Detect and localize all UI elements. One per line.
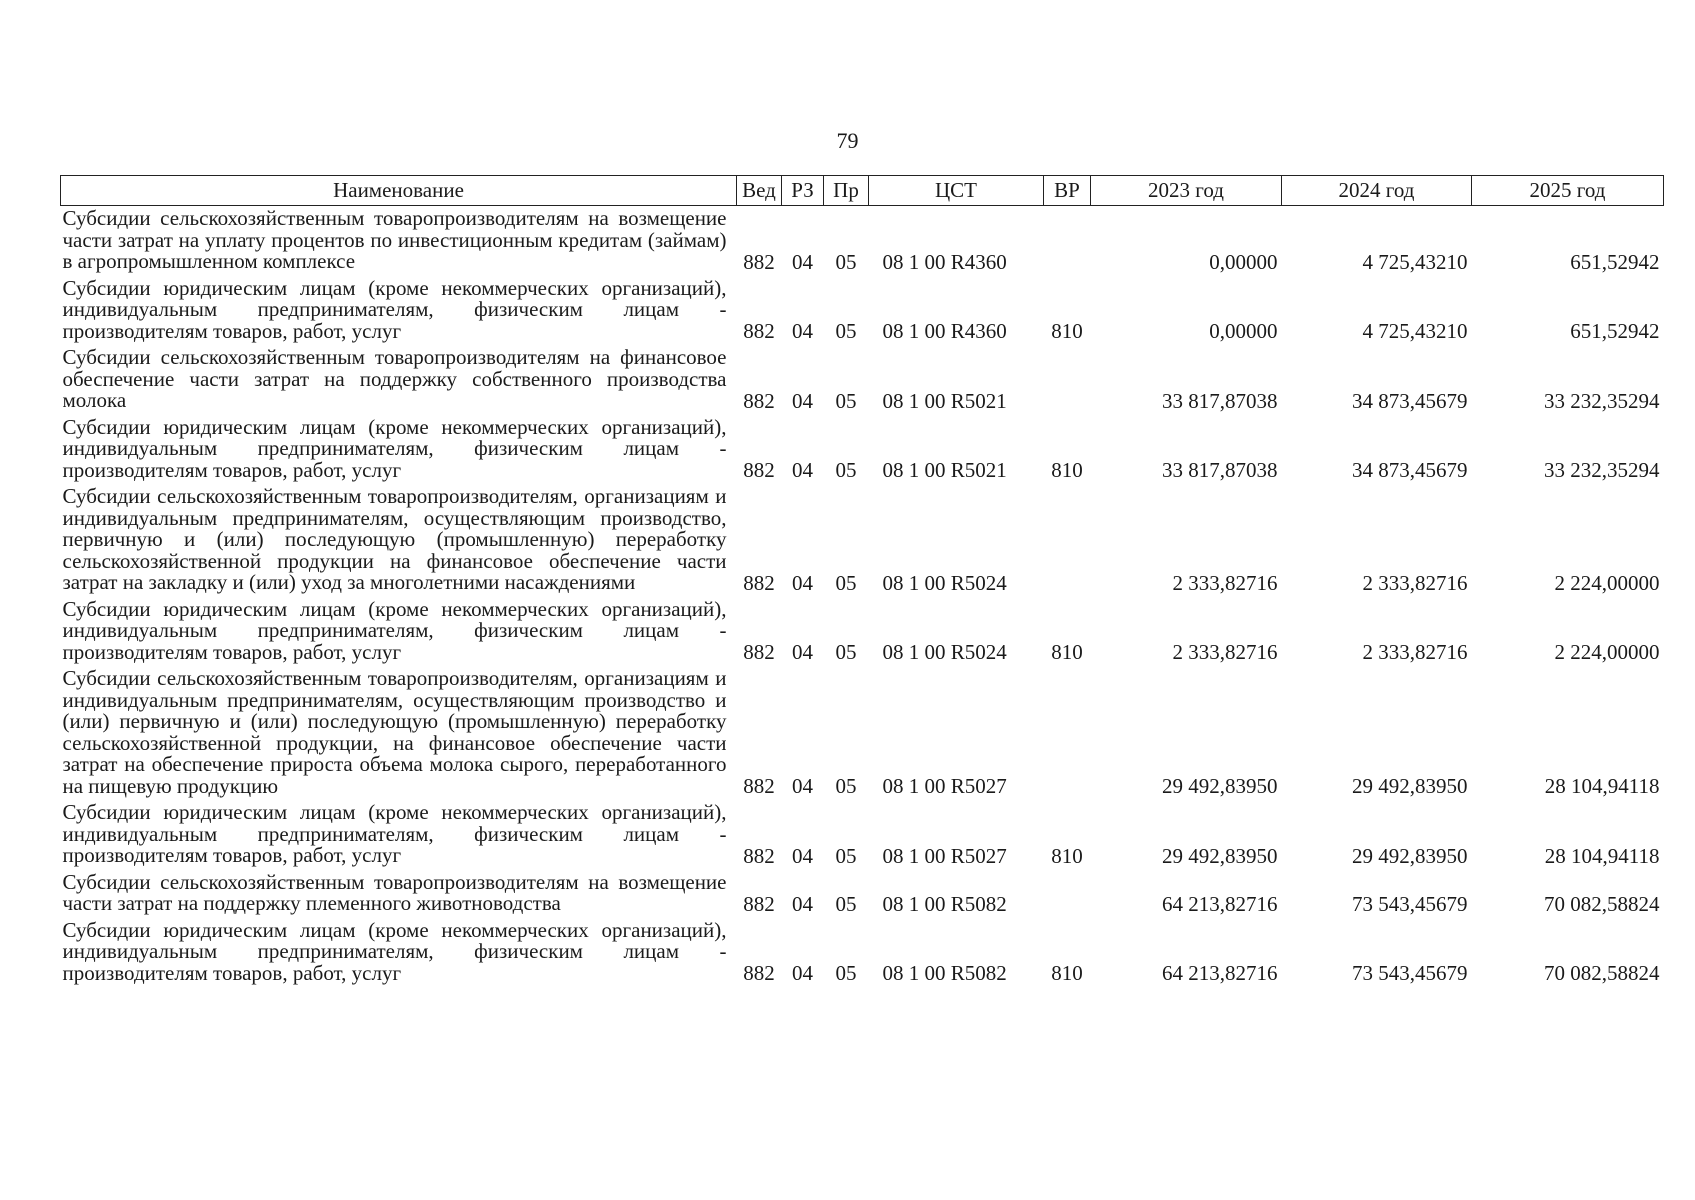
row-name: Субсидии сельскохозяйственным товаропроизводителям, организациям и индивидуальным предпринимателям, осуществляющим производство и (или) первичную и (или) последующую (промышленную) переработку сельскохозяйственной продукции, на финансовое обеспечение части затрат на обеспечение прироста объема молока сырого, переработанного на пищевую продукцию xyxy=(62,666,727,798)
row-vr: 810 xyxy=(1051,843,1083,868)
row-2024: 34 873,45679 xyxy=(1352,388,1468,413)
row-cst: 08 1 00 R5021 xyxy=(882,388,1007,413)
row-vr xyxy=(1044,345,1091,415)
row-2023: 29 492,83950 xyxy=(1162,843,1278,868)
header-pr: Пр xyxy=(824,176,869,206)
row-2025: 651,52942 xyxy=(1570,249,1660,274)
row-ved: 882 xyxy=(743,319,775,343)
row-vr xyxy=(1044,484,1091,597)
row-2023: 64 213,82716 xyxy=(1162,961,1278,985)
row-cst: 08 1 00 R5082 xyxy=(882,961,1007,985)
row-rz: 04 xyxy=(792,640,813,664)
header-2024: 2024 год xyxy=(1282,176,1472,206)
header-row xyxy=(61,176,1664,206)
row-name: Субсидии сельскохозяйственным товаропроизводителям на финансовое обеспечение части затрат на поддержку собственного производства молока xyxy=(62,345,727,412)
row-ved: 882 xyxy=(743,388,775,413)
row-2025: 70 082,58824 xyxy=(1544,891,1660,916)
row-vr xyxy=(1044,206,1091,276)
row-pr: 05 xyxy=(835,961,857,985)
row-2023: 64 213,82716 xyxy=(1162,891,1278,916)
row-2024: 4 725,43210 xyxy=(1362,319,1468,343)
row-2024: 2 333,82716 xyxy=(1362,570,1468,595)
row-ved: 882 xyxy=(743,570,775,595)
row-pr: 05 xyxy=(835,570,857,595)
row-cst: 08 1 00 R5027 xyxy=(882,774,1007,798)
row-ved: 882 xyxy=(743,640,775,664)
row-2023: 0,00000 xyxy=(1209,319,1278,343)
header-ved: Вед xyxy=(737,176,782,206)
row-2025: 28 104,94118 xyxy=(1544,843,1660,868)
row-pr: 05 xyxy=(835,640,857,664)
row-name: Субсидии юридическим лицам (кроме некоммерческих организаций), индивидуальным предпринимателям, физическим лицам - производителям товаров, работ, услуг xyxy=(62,414,727,482)
row-name: Субсидии сельскохозяйственным товаропроизводителям на возмещение части затрат на уплату процентов по инвестиционным кредитам (займам) в агропромышленном комплексе xyxy=(62,206,727,273)
row-2025: 2 224,00000 xyxy=(1554,570,1660,595)
table-row xyxy=(61,206,1664,276)
row-2025: 2 224,00000 xyxy=(1554,640,1660,664)
row-pr: 05 xyxy=(835,319,857,343)
row-ved: 882 xyxy=(743,843,775,868)
row-name: Субсидии юридическим лицам (кроме некоммерческих организаций), индивидуальным предпринимателям, физическим лицам - производителям товаров, работ, услуг xyxy=(62,275,727,343)
row-rz: 04 xyxy=(792,458,813,482)
row-2023: 33 817,87038 xyxy=(1162,388,1278,413)
row-ved: 882 xyxy=(743,961,775,985)
table-row xyxy=(61,276,1664,346)
row-vr: 810 xyxy=(1051,961,1083,985)
budget-table xyxy=(60,175,1664,987)
table-row xyxy=(61,666,1664,800)
row-pr: 05 xyxy=(835,388,857,413)
row-name: Субсидии сельскохозяйственным товаропроизводителям на возмещение части затрат на поддержку племенного животноводства xyxy=(62,869,727,915)
header-2023: 2023 год xyxy=(1091,176,1282,206)
row-2025: 33 232,35294 xyxy=(1544,458,1660,482)
row-cst: 08 1 00 R4360 xyxy=(882,249,1007,274)
row-name: Субсидии юридическим лицам (кроме некоммерческих организаций), индивидуальным предпринимателям, физическим лицам - производителям товаров, работ, услуг xyxy=(62,800,727,867)
row-cst: 08 1 00 R5027 xyxy=(882,843,1007,868)
row-2025: 651,52942 xyxy=(1570,319,1660,343)
table-row xyxy=(61,415,1664,485)
row-2024: 29 492,83950 xyxy=(1352,774,1468,798)
row-2025: 33 232,35294 xyxy=(1544,388,1660,413)
table-row xyxy=(61,597,1664,667)
row-2024: 73 543,45679 xyxy=(1352,891,1468,916)
row-2024: 2 333,82716 xyxy=(1362,640,1468,664)
row-rz: 04 xyxy=(792,891,813,916)
row-cst: 08 1 00 R5024 xyxy=(882,640,1007,664)
row-2023: 2 333,82716 xyxy=(1172,640,1278,664)
row-pr: 05 xyxy=(835,774,857,798)
row-ved: 882 xyxy=(743,891,775,916)
row-rz: 04 xyxy=(792,843,813,868)
header-2025: 2025 год xyxy=(1472,176,1664,206)
row-name: Субсидии юридическим лицам (кроме некоммерческих организаций), индивидуальным предпринимателям, физическим лицам - производителям товаров, работ, услуг xyxy=(62,596,727,664)
row-rz: 04 xyxy=(792,961,813,985)
row-vr: 810 xyxy=(1051,319,1083,343)
table-row xyxy=(61,870,1664,918)
row-rz: 04 xyxy=(792,570,813,595)
row-vr xyxy=(1044,666,1091,800)
row-cst: 08 1 00 R5082 xyxy=(882,891,1007,916)
row-cst: 08 1 00 R5024 xyxy=(882,570,1007,595)
table-row xyxy=(61,484,1664,597)
row-pr: 05 xyxy=(835,891,857,916)
header-rz: РЗ xyxy=(782,176,824,206)
table-row xyxy=(61,345,1664,415)
row-pr: 05 xyxy=(835,249,857,274)
table-row xyxy=(61,918,1664,988)
row-ved: 882 xyxy=(743,458,775,482)
row-2024: 34 873,45679 xyxy=(1352,458,1468,482)
row-vr: 810 xyxy=(1051,458,1083,482)
row-cst: 08 1 00 R4360 xyxy=(882,319,1007,343)
header-vr: ВР xyxy=(1044,176,1091,206)
header-cst: ЦСТ xyxy=(869,176,1044,206)
row-2025: 70 082,58824 xyxy=(1544,961,1660,985)
row-rz: 04 xyxy=(792,319,813,343)
row-ved: 882 xyxy=(743,249,775,274)
row-cst: 08 1 00 R5021 xyxy=(882,458,1007,482)
row-2024: 4 725,43210 xyxy=(1362,249,1468,274)
row-rz: 04 xyxy=(792,249,813,274)
row-2024: 29 492,83950 xyxy=(1352,843,1468,868)
page-number: 79 xyxy=(836,128,859,153)
row-rz: 04 xyxy=(792,388,813,413)
row-rz: 04 xyxy=(792,774,813,798)
row-vr xyxy=(1044,870,1091,918)
row-2025: 28 104,94118 xyxy=(1544,774,1660,798)
row-2023: 33 817,87038 xyxy=(1162,458,1278,482)
row-name: Субсидии юридическим лицам (кроме некоммерческих организаций), индивидуальным предпринимателям, физическим лицам - производителям товаров, работ, услуг xyxy=(62,917,727,985)
header-name: Наименование xyxy=(61,176,737,206)
row-2023: 0,00000 xyxy=(1209,249,1278,274)
row-ved: 882 xyxy=(743,774,775,798)
row-pr: 05 xyxy=(835,458,857,482)
row-pr: 05 xyxy=(835,843,857,868)
row-name: Субсидии сельскохозяйственным товаропроизводителям, организациям и индивидуальным предпринимателям, осуществляющим производство, первичную и (или) последующую (промышленную) переработку сельскохозяйственной продукции на финансовое обеспечение части затрат на закладку и (или) уход за многолетними насаждениями xyxy=(62,484,727,594)
table-row xyxy=(61,800,1664,870)
row-vr: 810 xyxy=(1051,640,1083,664)
row-2023: 29 492,83950 xyxy=(1162,774,1278,798)
row-2023: 2 333,82716 xyxy=(1172,570,1278,595)
row-2024: 73 543,45679 xyxy=(1352,961,1468,985)
